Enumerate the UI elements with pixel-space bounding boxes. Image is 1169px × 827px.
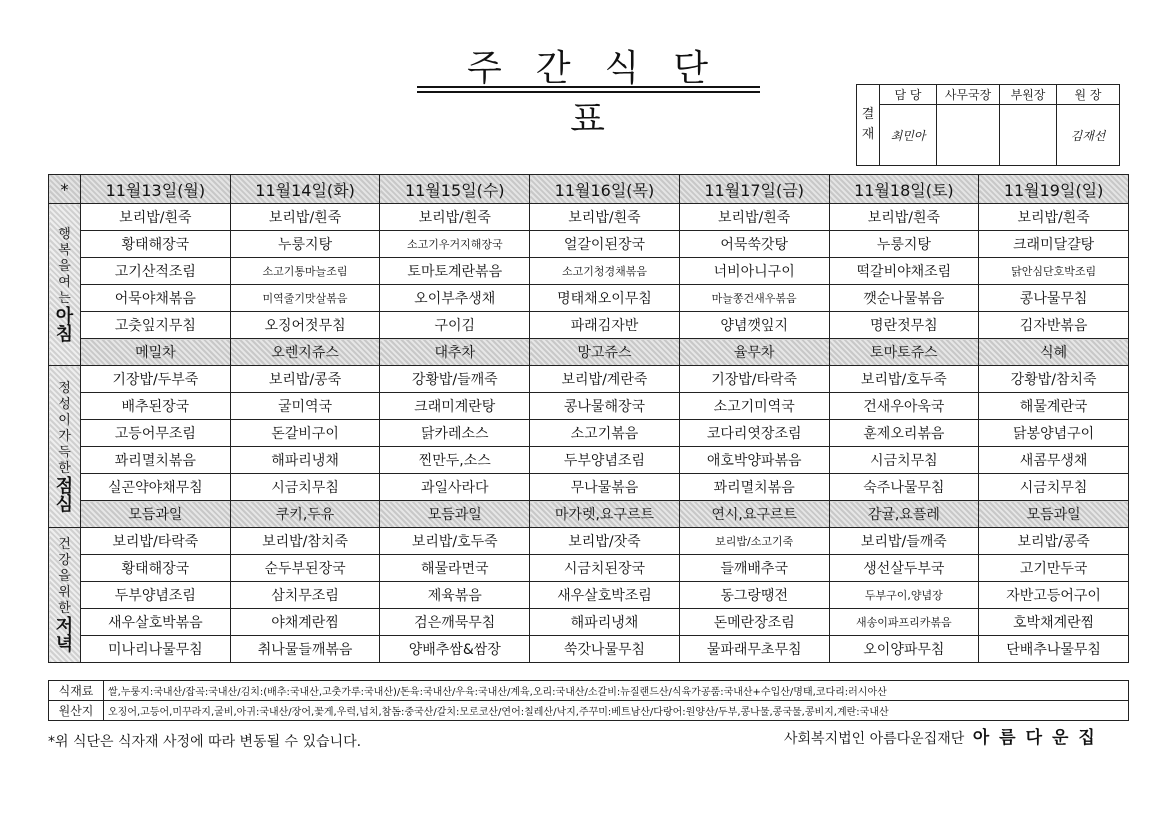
menu-item: 시금치된장국 <box>530 555 680 582</box>
menu-item: 과일사라다 <box>380 474 530 501</box>
snack-item: 모듬과일 <box>380 501 530 528</box>
meal-label-char: 한 <box>58 460 71 476</box>
meal-label <box>49 204 81 366</box>
menu-item: 두부구이,양념장 <box>829 582 979 609</box>
origin-line-2: 오징어,고등어,미꾸라지,굴비,아귀:국내산/장어,꽃게,우럭,넙치,참돔:중국산/갈치:모로코산/연어:칠레산/낙지,주꾸미:베트남산/다랑어:원양산/두부,콩나물,콩국물,콩비지,계란:국내산 <box>104 701 1129 721</box>
menu-item: 소고기미역국 <box>679 393 829 420</box>
approval-header-secretary: 사무국장 <box>937 85 1000 105</box>
menu-item: 야채계란찜 <box>230 609 380 636</box>
menu-item: 김자반볶음 <box>979 312 1129 339</box>
menu-item: 마늘쫑건새우볶음 <box>679 285 829 312</box>
menu-item: 소고기우거지해장국 <box>380 231 530 258</box>
menu-item: 기장밥/타락죽 <box>679 366 829 393</box>
day-header: 11월18일(토) <box>829 175 979 204</box>
menu-item: 보리밥/흰죽 <box>230 204 380 231</box>
approval-header-vice: 부원장 <box>1000 85 1057 105</box>
snack-item: 오렌지쥬스 <box>230 339 380 366</box>
menu-item: 토마토계란볶음 <box>380 258 530 285</box>
menu-item: 떡갈비야채조림 <box>829 258 979 285</box>
menu-item: 코다리엿장조림 <box>679 420 829 447</box>
menu-item: 보리밥/흰죽 <box>81 204 231 231</box>
menu-row <box>49 258 1129 285</box>
menu-item: 보리밥/흰죽 <box>380 204 530 231</box>
title-underline <box>417 86 760 88</box>
menu-row <box>49 285 1129 312</box>
meal-label-char: 행 <box>58 226 71 242</box>
snack-item: 모듬과일 <box>81 501 231 528</box>
menu-item: 새우살호박볶음 <box>81 609 231 636</box>
signature-vice <box>1000 105 1057 166</box>
menu-item: 보리밥/호두죽 <box>380 528 530 555</box>
organization-name <box>784 723 1105 748</box>
menu-item: 명태채오이무침 <box>530 285 680 312</box>
origin-label-ingredient: 식재료 <box>49 681 104 701</box>
meal-label <box>49 366 81 528</box>
snack-item: 망고쥬스 <box>530 339 680 366</box>
meal-label-char: 한 <box>58 601 71 616</box>
menu-item: 보리밥/흰죽 <box>829 204 979 231</box>
menu-item: 보리밥/참치죽 <box>230 528 380 555</box>
origin-line-1: 쌀,누룽지:국내산/잡곡:국내산/김치:(배추:국내산,고춧가루:국내산)/돈육:국내산/우육:국내산/계육,오리:국내산/소갈비:뉴질랜드산/식육가공품:국내산+수입산/명태,코다리:러시아산 <box>104 681 1129 701</box>
menu-item: 검은깨묵무침 <box>380 609 530 636</box>
page-title: 주간식단표 <box>466 48 743 140</box>
meal-label-char: 건 <box>58 537 71 552</box>
approval-header-manager: 담 당 <box>880 85 937 105</box>
menu-item: 크래미달걀탕 <box>979 231 1129 258</box>
menu-item: 순두부된장국 <box>230 555 380 582</box>
menu-item: 시금치무침 <box>979 474 1129 501</box>
menu-item: 보리밥/잣죽 <box>530 528 680 555</box>
menu-row <box>49 393 1129 420</box>
snack-item: 마가렛,요구르트 <box>530 501 680 528</box>
menu-item: 파래김자반 <box>530 312 680 339</box>
menu-item: 보리밥/콩죽 <box>979 528 1129 555</box>
meal-label-main: 저 <box>55 616 74 637</box>
organization-home: 아름다운집 <box>972 728 1105 748</box>
meal-label-char: 는 <box>58 290 71 306</box>
menu-item: 호박채계란찜 <box>979 609 1129 636</box>
menu-item: 찐만두,소스 <box>380 447 530 474</box>
meal-label-main: 아 <box>55 305 74 327</box>
menu-item: 누룽지탕 <box>829 231 979 258</box>
meal-label-char: 가 <box>58 428 71 444</box>
menu-item: 돈갈비구이 <box>230 420 380 447</box>
menu-row <box>49 528 1129 555</box>
menu-item: 닭안심단호박조림 <box>979 258 1129 285</box>
menu-item: 고춧잎지무침 <box>81 312 231 339</box>
snack-item: 율무차 <box>679 339 829 366</box>
menu-item: 크래미계란탕 <box>380 393 530 420</box>
menu-item: 오이양파무침 <box>829 636 979 663</box>
menu-item: 쑥갓나물무침 <box>530 636 680 663</box>
extra-row <box>49 339 1129 366</box>
menu-row <box>49 231 1129 258</box>
menu-item: 꽈리멸치볶음 <box>679 474 829 501</box>
menu-item: 황태해장국 <box>81 231 231 258</box>
menu-item: 고기만두국 <box>979 555 1129 582</box>
extra-row <box>49 501 1129 528</box>
menu-item: 보리밥/타락죽 <box>81 528 231 555</box>
snack-item: 모듬과일 <box>979 501 1129 528</box>
menu-item: 오이부추생채 <box>380 285 530 312</box>
menu-item: 닭카레소스 <box>380 420 530 447</box>
origin-label-country: 원산지 <box>49 701 104 721</box>
menu-item: 기장밥/두부죽 <box>81 366 231 393</box>
menu-item: 소고기청경채볶음 <box>530 258 680 285</box>
menu-item: 자반고등어구이 <box>979 582 1129 609</box>
menu-change-note: *위 식단은 식자재 사정에 따라 변동될 수 있습니다. <box>48 734 362 750</box>
day-header: 11월14일(화) <box>230 175 380 204</box>
meal-label-char: 이 <box>58 412 71 428</box>
menu-item: 보리밥/계란죽 <box>530 366 680 393</box>
menu-item: 보리밥/흰죽 <box>979 204 1129 231</box>
menu-item: 무나물볶음 <box>530 474 680 501</box>
menu-item: 삼치무조림 <box>230 582 380 609</box>
menu-item: 단배추나물무침 <box>979 636 1129 663</box>
menu-item: 고기산적조림 <box>81 258 231 285</box>
menu-row <box>49 582 1129 609</box>
meal-label-char: 득 <box>58 444 71 460</box>
menu-item: 건새우아욱국 <box>829 393 979 420</box>
meal-label-char: 강 <box>58 553 71 568</box>
menu-item: 숙주나물무침 <box>829 474 979 501</box>
menu-item: 너비아니구이 <box>679 258 829 285</box>
menu-item: 보리밥/호두죽 <box>829 366 979 393</box>
menu-item: 제육볶음 <box>380 582 530 609</box>
menu-item: 실곤약야채무침 <box>81 474 231 501</box>
menu-item: 강황밥/들깨죽 <box>380 366 530 393</box>
menu-item: 해파리냉채 <box>230 447 380 474</box>
menu-item: 얼갈이된장국 <box>530 231 680 258</box>
meal-label-main: 침 <box>55 323 74 345</box>
title-underline-2 <box>417 91 760 93</box>
approval-side-label: 결 재 <box>857 85 880 166</box>
menu-item: 새콤무생채 <box>979 447 1129 474</box>
menu-row <box>49 474 1129 501</box>
approval-header-director: 원 장 <box>1057 85 1120 105</box>
day-header: 11월13일(월) <box>81 175 231 204</box>
menu-item: 굴미역국 <box>230 393 380 420</box>
origin-table <box>48 680 1129 721</box>
menu-item: 취나물들깨볶음 <box>230 636 380 663</box>
menu-row <box>49 420 1129 447</box>
menu-item: 구이김 <box>380 312 530 339</box>
menu-item: 해물라면국 <box>380 555 530 582</box>
menu-item: 깻순나물볶음 <box>829 285 979 312</box>
snack-item: 토마토쥬스 <box>829 339 979 366</box>
menu-item: 보리밥/소고기죽 <box>679 528 829 555</box>
menu-item: 어묵야채볶음 <box>81 285 231 312</box>
menu-item: 훈제오리볶음 <box>829 420 979 447</box>
header-row <box>49 175 1129 204</box>
meal-label-main: 녁 <box>55 634 74 655</box>
meal-label-main: 점 <box>55 475 74 497</box>
meal-label-char: 을 <box>58 258 71 274</box>
menu-item: 미역줄기맛살볶음 <box>230 285 380 312</box>
menu-item: 어묵쑥갓탕 <box>679 231 829 258</box>
menu-item: 배추된장국 <box>81 393 231 420</box>
snack-item: 메밀차 <box>81 339 231 366</box>
menu-item: 황태해장국 <box>81 555 231 582</box>
menu-item: 콩나물해장국 <box>530 393 680 420</box>
meal-label-char: 여 <box>58 274 71 290</box>
menu-item: 돈메란장조림 <box>679 609 829 636</box>
menu-row <box>49 447 1129 474</box>
corner-cell: * <box>49 175 81 204</box>
menu-item: 닭봉양념구이 <box>979 420 1129 447</box>
menu-item: 새우살호박조림 <box>530 582 680 609</box>
menu-item: 보리밥/들깨죽 <box>829 528 979 555</box>
day-header: 11월15일(수) <box>380 175 530 204</box>
menu-item: 고등어무조림 <box>81 420 231 447</box>
meal-label-char: 위 <box>58 585 71 600</box>
signature-manager: 최민아 <box>880 105 937 166</box>
menu-item: 물파래무초무침 <box>679 636 829 663</box>
menu-item: 보리밥/흰죽 <box>679 204 829 231</box>
menu-row <box>49 312 1129 339</box>
menu-item: 누룽지탕 <box>230 231 380 258</box>
menu-item: 두부양념조림 <box>81 582 231 609</box>
menu-item: 콩나물무침 <box>979 285 1129 312</box>
meal-label <box>49 528 81 663</box>
meal-label-char: 복 <box>58 242 71 258</box>
snack-item: 감귤,요플레 <box>829 501 979 528</box>
menu-item: 꽈리멸치볶음 <box>81 447 231 474</box>
day-header: 11월17일(금) <box>679 175 829 204</box>
menu-item: 명란젓무침 <box>829 312 979 339</box>
menu-item: 강황밥/참치죽 <box>979 366 1129 393</box>
organization-foundation: 사회복지법인 아름다운집재단 <box>784 731 965 747</box>
menu-item: 애호박양파볶음 <box>679 447 829 474</box>
snack-item: 대추차 <box>380 339 530 366</box>
menu-item: 들깨배추국 <box>679 555 829 582</box>
menu-item: 시금치무침 <box>829 447 979 474</box>
snack-item: 식혜 <box>979 339 1129 366</box>
menu-item: 보리밥/콩죽 <box>230 366 380 393</box>
snack-item: 연시,요구르트 <box>679 501 829 528</box>
menu-item: 동그랑땡전 <box>679 582 829 609</box>
approval-box <box>856 84 1120 166</box>
menu-item: 보리밥/흰죽 <box>530 204 680 231</box>
menu-item: 양념깻잎지 <box>679 312 829 339</box>
weekly-menu-table <box>48 174 1129 663</box>
meal-label-char: 을 <box>58 569 71 584</box>
menu-item: 해물계란국 <box>979 393 1129 420</box>
signature-director: 김재선 <box>1057 105 1120 166</box>
menu-item: 해파리냉채 <box>530 609 680 636</box>
menu-row <box>49 555 1129 582</box>
meal-label-char: 정 <box>58 380 71 396</box>
menu-item: 소고기통마늘조림 <box>230 258 380 285</box>
day-header: 11월19일(일) <box>979 175 1129 204</box>
menu-row <box>49 636 1129 663</box>
signature-secretary <box>937 105 1000 166</box>
menu-item: 시금치무침 <box>230 474 380 501</box>
menu-row <box>49 366 1129 393</box>
snack-item: 쿠키,두유 <box>230 501 380 528</box>
menu-item: 오징어젓무침 <box>230 312 380 339</box>
menu-item: 두부양념조림 <box>530 447 680 474</box>
menu-row <box>49 609 1129 636</box>
menu-item: 소고기볶음 <box>530 420 680 447</box>
menu-item: 생선살두부국 <box>829 555 979 582</box>
menu-item: 미나리나물무침 <box>81 636 231 663</box>
menu-item: 양배추쌈&쌈장 <box>380 636 530 663</box>
day-header: 11월16일(목) <box>530 175 680 204</box>
meal-label-main: 심 <box>55 493 74 515</box>
menu-row <box>49 204 1129 231</box>
meal-label-char: 성 <box>58 396 71 412</box>
menu-item: 새송이파프리카볶음 <box>829 609 979 636</box>
